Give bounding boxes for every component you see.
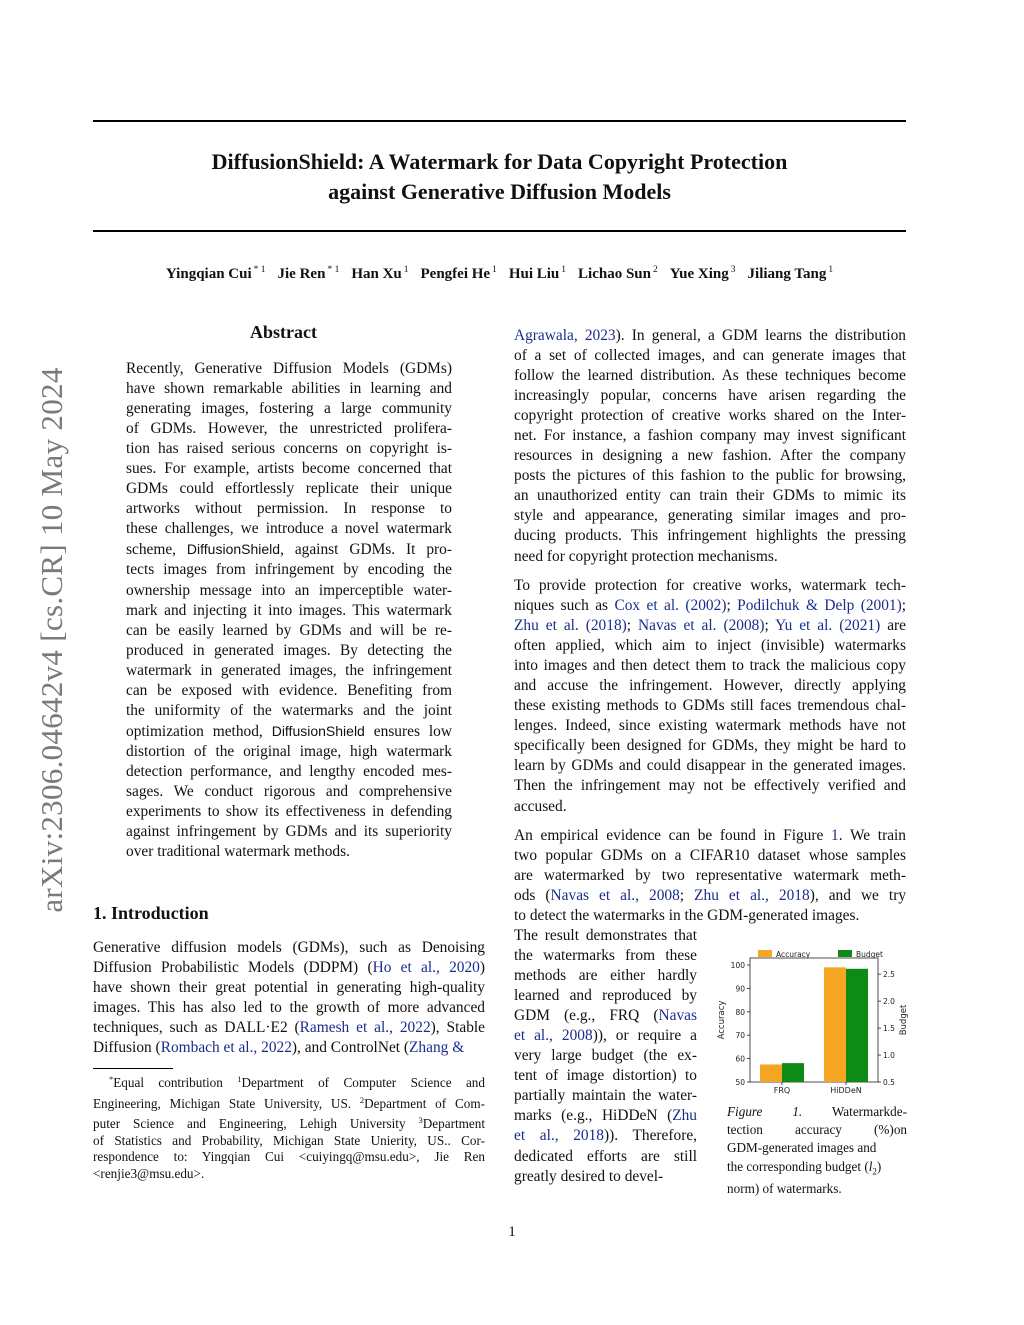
author-affiliation-mark: 1 xyxy=(828,265,834,275)
text-line: the watermarks from these xyxy=(514,947,697,965)
text-line: learned and reproduced by xyxy=(514,987,697,1005)
method-name: DiffusionShield xyxy=(186,541,281,558)
citation-link[interactable]: Cox et al. (2002) xyxy=(614,597,727,615)
author-affiliation-mark: 3 xyxy=(730,265,736,275)
title-line-1: DiffusionShield: A Watermark for Data Copyright Protection xyxy=(211,149,788,174)
y-tick-label: 50 xyxy=(735,1078,745,1087)
text-segment: optimization method, xyxy=(126,722,272,740)
text-line: The result demonstrates that xyxy=(514,927,697,944)
budget-bar xyxy=(782,1063,804,1082)
text-segment: ; xyxy=(679,887,695,905)
legend-label: Budget xyxy=(856,950,883,959)
caption-line xyxy=(727,1158,907,1181)
text-line: detection performance, and lengthy encoded mes- xyxy=(126,762,452,780)
text-line: into images and then detect them to track the malicious copy xyxy=(514,657,906,675)
text-line: specifically been designed for GDMs, they might be hard to xyxy=(514,737,906,755)
footnote-text: Department of Computer Science and xyxy=(241,1075,485,1090)
text-line: GDMs could effortlessly replicate their unique xyxy=(126,480,452,498)
text-segment: scheme, xyxy=(126,541,187,559)
text-line xyxy=(514,1006,697,1026)
author-list xyxy=(93,265,906,283)
text-line: these existing methods to GDMs still faces tremendous chal- xyxy=(514,697,906,715)
text-line: style and appearance, generating similar images and pro- xyxy=(514,507,906,525)
legend-label: Accuracy xyxy=(776,950,811,959)
text-line xyxy=(514,326,906,346)
text-line: ducing products. This infringement highlights the pressing xyxy=(514,527,906,545)
text-segment: ensures low xyxy=(364,722,452,740)
citation-link[interactable]: 1 xyxy=(831,827,839,844)
method-name: DiffusionShield xyxy=(271,722,365,739)
author-name: Hui Liu xyxy=(508,266,560,282)
text-line: of a set of collected images, and can generate images that xyxy=(514,347,906,365)
legend-swatch xyxy=(838,950,852,957)
text-line: images. This has also led to the growth of more advanced xyxy=(93,999,485,1017)
citation-link[interactable]: Zhang & xyxy=(409,1039,465,1057)
text-segment: ; xyxy=(726,597,738,615)
author xyxy=(578,266,658,282)
text-line: watermark in generated images, the infringement xyxy=(126,661,452,679)
text-line: tent of image distortion) to xyxy=(514,1067,697,1085)
introduction-paragraph xyxy=(93,938,485,1058)
y-tick-label: 70 xyxy=(735,1031,745,1041)
text-line: tects images from infringement by encoding the xyxy=(126,561,452,579)
text-line: often applied, which aim to inject (invisible) watermarks xyxy=(514,637,906,655)
y-right-tick-label: 0.5 xyxy=(883,1078,895,1087)
text-segment: marks (e.g., HiDDeN ( xyxy=(514,1107,673,1125)
text-line: the uniformity of the watermarks and the joint xyxy=(126,701,452,719)
text-segment: techniques, such as DALL·E2 ( xyxy=(93,1019,300,1037)
citation-link[interactable]: Ramesh et al., 2022 xyxy=(299,1019,431,1037)
author xyxy=(670,266,736,282)
text-segment: An empirical evidence can be found in Figure xyxy=(514,827,832,844)
text-segment: Diffusion Probabilistic Models (DDPM) ( xyxy=(93,959,373,977)
footnote-line xyxy=(93,1149,485,1166)
caption-text: tection accuracy (%) xyxy=(727,1122,894,1138)
caption-line xyxy=(727,1121,907,1139)
citation-link[interactable]: Zhu et al. (2018) xyxy=(514,617,627,635)
y-tick-label: 100 xyxy=(730,961,745,971)
y-right-tick-label: 2.5 xyxy=(883,970,895,980)
text-line: Generative diffusion models (GDMs), such as Denoising xyxy=(93,939,485,956)
text-line: Recently, Generative Diffusion Models (GDMs) xyxy=(126,360,452,377)
text-line: distortion of the original image, high watermark xyxy=(126,742,452,760)
citation-link[interactable]: Navas et al. (2008) xyxy=(638,617,765,635)
text-line: produced in generated images. By detecting the xyxy=(126,641,452,659)
text-line: copyright protection of creative works shared on the Inter- xyxy=(514,407,906,425)
text-line xyxy=(126,721,452,742)
author xyxy=(278,266,340,282)
citation-link[interactable]: Zhu et al., 2018 xyxy=(694,887,810,905)
text-line: resources in designing a new fashion. After the company xyxy=(514,447,906,465)
text-line: have shown remarkable abilities in learning and xyxy=(126,380,452,398)
page-number: 1 xyxy=(508,1224,516,1240)
text-line: need for copyright protection mechanisms. xyxy=(514,547,778,565)
text-line: over traditional watermark methods. xyxy=(126,843,350,861)
text-line: follow the learned distribution. As these techniques become xyxy=(514,367,906,385)
caption-line xyxy=(727,1180,907,1198)
author-name: Lichao Sun xyxy=(578,266,651,282)
text-segment: ), Stable xyxy=(430,1019,485,1037)
text-line xyxy=(514,826,906,846)
text-line xyxy=(514,1126,697,1146)
title-top-rule xyxy=(93,120,906,122)
y-right-tick-label: 1.5 xyxy=(883,1024,895,1034)
text-segment: ), and ControlNet ( xyxy=(291,1039,410,1057)
figure-label: Figure 1. xyxy=(727,1104,803,1119)
footnote-line xyxy=(93,1112,485,1133)
text-line: greatly desired to devel- xyxy=(514,1167,664,1185)
author-affiliation-mark: 2 xyxy=(652,265,658,275)
y-right-axis-label: Budget xyxy=(899,1004,909,1036)
footnote-line xyxy=(93,1166,485,1183)
text-line xyxy=(514,886,906,906)
text-segment: )), or require a xyxy=(592,1027,698,1045)
introduction-heading: 1. Introduction xyxy=(93,903,209,923)
text-line: lenges. Indeed, since existing watermark methods have not xyxy=(514,717,906,735)
x-tick-label: HiDDeN xyxy=(830,1086,862,1095)
footnote-text: Department of Com- xyxy=(364,1095,485,1111)
author-affiliation-mark: 1 xyxy=(492,265,497,275)
text-line: to detect the watermarks in the GDM-generated images. xyxy=(514,907,860,925)
caption-text: de- xyxy=(890,1104,907,1119)
text-segment: . We train xyxy=(838,827,906,844)
text-line: accused. xyxy=(514,797,567,815)
text-segment: ; xyxy=(901,597,907,615)
caption-text: ) xyxy=(876,1158,882,1174)
author xyxy=(166,266,266,282)
footnote-text: Engineering, Michigan State University, US. xyxy=(93,1095,360,1111)
abstract-body xyxy=(126,359,452,862)
title-line-2: against Generative Diffusion Models xyxy=(328,179,671,204)
text-line: can be exposed with evidence. Benefiting from xyxy=(126,681,452,699)
caption-text: Watermark xyxy=(831,1104,891,1119)
citation-link[interactable]: Rombach et al., 2022 xyxy=(160,1039,292,1057)
text-segment: ) xyxy=(479,959,485,977)
footnote-mark: 2 xyxy=(359,1094,365,1105)
footnote-line xyxy=(93,1133,485,1150)
caption-text: norm) of watermarks. xyxy=(727,1181,842,1197)
title-bottom-rule xyxy=(93,230,906,232)
text-segment: Diffusion ( xyxy=(93,1039,161,1057)
text-line: ownership message into an imperceptible water- xyxy=(126,581,452,599)
text-line: methods are either hardly xyxy=(514,967,697,985)
figure-1-caption xyxy=(727,1103,907,1199)
right-paragraph-3 xyxy=(514,826,906,926)
text-line: very large budget (the ex- xyxy=(514,1047,697,1065)
text-line: against infringement by GDMs and its superiority xyxy=(126,823,452,841)
citation-link[interactable]: Ho et al., 2020 xyxy=(372,959,480,977)
text-line xyxy=(514,1026,697,1046)
text-segment: )). Therefore, xyxy=(604,1127,697,1145)
citation-link[interactable]: Navas et al., 2008 xyxy=(550,887,680,905)
text-line xyxy=(126,539,452,560)
text-line: and accuse the infringement. However, directly applying xyxy=(514,677,906,695)
text-line: net. For instance, a fashion company may invest significant xyxy=(514,427,906,445)
norm-subscript: 2 xyxy=(872,1166,877,1177)
author-affiliation-mark: * 1 xyxy=(327,265,340,275)
footnote xyxy=(93,1071,485,1182)
legend-swatch xyxy=(758,950,772,957)
author-name: Jiliang Tang xyxy=(747,266,827,282)
text-line: can be easily learned by GDMs and will be re- xyxy=(126,621,452,639)
footnote-text: Department xyxy=(422,1116,485,1131)
abstract-heading: Abstract xyxy=(250,322,317,342)
y-tick-label: 90 xyxy=(735,984,745,994)
y-right-tick-label: 2.0 xyxy=(883,997,895,1007)
norm-symbol: l xyxy=(868,1158,873,1174)
text-segment: are xyxy=(880,617,906,635)
author xyxy=(509,266,566,282)
citation-link[interactable]: Podilchuk & Delp (2001) xyxy=(737,597,902,615)
text-line: an unauthorized entity can train their GDMs to mimic its xyxy=(514,487,906,505)
y-tick-label: 80 xyxy=(735,1007,745,1017)
text-line: experiments to show its effectiveness in defending xyxy=(126,803,452,821)
text-line: tion has raised serious concerns on copyright is- xyxy=(126,440,452,458)
text-line: learn by GDMs and could disappear in the generated images. xyxy=(514,757,906,775)
author xyxy=(421,266,497,282)
text-line: of GDMs. However, the unrestricted prolifera- xyxy=(126,420,452,438)
footnote-mark: * xyxy=(109,1074,114,1084)
caption-line xyxy=(727,1139,907,1157)
text-line xyxy=(514,1106,697,1126)
author-name: Yue Xing xyxy=(669,266,729,282)
budget-bar xyxy=(846,969,868,1082)
text-line: To provide protection for creative works, watermark tech- xyxy=(514,577,906,594)
citation-link[interactable]: Agrawala, 2023 xyxy=(514,327,616,344)
citation-link[interactable]: Zhu xyxy=(672,1107,697,1125)
text-segment: ; xyxy=(626,617,639,635)
text-line xyxy=(93,1038,485,1058)
text-line: dedicated efforts are still xyxy=(514,1147,697,1165)
citation-link[interactable]: et al., 2008 xyxy=(514,1027,593,1045)
text-segment: GDM (e.g., FRQ ( xyxy=(514,1007,659,1025)
arxiv-identifier: arXiv:2306.04642v4 [cs.CR] 10 May 2024 xyxy=(34,367,69,913)
author-affiliation-mark: 1 xyxy=(561,265,567,275)
text-line: are watermarked by two representative watermark meth- xyxy=(514,867,906,885)
y-axis-label: Accuracy xyxy=(717,1000,727,1040)
accuracy-bar xyxy=(824,967,846,1082)
text-line: artworks without permission. In response to xyxy=(126,500,452,518)
text-line: mark and injecting it into images. This watermark xyxy=(126,601,452,619)
author-affiliation-mark: * 1 xyxy=(253,265,266,275)
text-segment: ods ( xyxy=(514,887,551,905)
text-segment: , against GDMs. It pro- xyxy=(280,541,452,559)
text-line: increasingly popular, concerns have arisen regarding the xyxy=(514,387,906,405)
caption-line xyxy=(727,1103,907,1121)
footnote-mark: 1 xyxy=(237,1074,242,1084)
text-line: have shown their great potential in generating high-quality xyxy=(93,979,485,997)
y-tick-label: 60 xyxy=(735,1054,745,1064)
footnote-text: puter Science and Engineering, Lehigh University xyxy=(93,1116,419,1131)
author-name: Yingqian Cui xyxy=(165,266,252,282)
text-line xyxy=(93,958,485,978)
footnote-text: Equal contribution xyxy=(113,1075,238,1090)
text-line: sages. We conduct rigorous and comprehensive xyxy=(126,782,452,800)
text-line: two popular GDMs on a CIFAR10 dataset whose samples xyxy=(514,847,906,865)
right-paragraph-2 xyxy=(514,576,906,817)
right-paragraph-1 xyxy=(514,326,906,567)
text-segment: niques such as xyxy=(514,597,615,615)
text-segment: ). In general, a GDM learns the distribution xyxy=(615,327,906,344)
author-name: Jie Ren xyxy=(277,266,326,282)
caption-text: the corresponding budget ( xyxy=(727,1158,869,1174)
figure-1-chart xyxy=(714,942,910,1102)
text-line: posts the pictures of this fashion to the public for browsing, xyxy=(514,467,906,485)
footnote-text: of Statistics and Probability, Michigan State Unierity, US.. Cor- xyxy=(93,1132,485,1148)
footnote-line xyxy=(93,1092,485,1113)
right-paragraph-3-wrapped xyxy=(514,926,697,1187)
text-line xyxy=(93,1018,485,1038)
accuracy-bar xyxy=(760,1064,782,1082)
x-tick-label: FRQ xyxy=(773,1086,791,1095)
text-line xyxy=(514,616,906,636)
paper-title xyxy=(93,147,906,207)
footnote-rule xyxy=(93,1068,173,1069)
footnote-text: respondence to: Yingqian Cui <cuiyingq@msu.edu>, Jie Ren xyxy=(93,1149,485,1164)
text-segment: ; xyxy=(764,617,776,635)
footnote-mark: 3 xyxy=(418,1115,423,1125)
author xyxy=(351,266,408,282)
text-segment: ), and we try xyxy=(809,887,907,905)
text-line: partially maintain the water- xyxy=(514,1087,697,1105)
author-name: Han Xu xyxy=(351,266,402,282)
citation-link[interactable]: Navas xyxy=(658,1007,697,1025)
y-right-tick-label: 1.0 xyxy=(883,1051,895,1061)
text-line: sues. For example, artists become concerned that xyxy=(126,460,452,478)
text-line: Then the infringement may not be effectively verified and xyxy=(514,777,906,795)
text-line: these challenges, we introduce a novel watermark xyxy=(126,520,452,538)
author-affiliation-mark: 1 xyxy=(403,265,409,275)
author-name: Pengfei He xyxy=(420,266,491,282)
caption-text: on xyxy=(893,1122,907,1138)
caption-text: GDM-generated images and xyxy=(727,1140,877,1156)
citation-link[interactable]: et al., 2018 xyxy=(514,1127,605,1145)
citation-link[interactable]: Yu et al. (2021) xyxy=(775,617,881,635)
text-line xyxy=(514,596,906,616)
text-line: generating images, fostering a large community xyxy=(126,400,452,418)
author xyxy=(748,266,834,282)
footnote-text: <renjie3@msu.edu>. xyxy=(93,1165,205,1181)
footnote-line xyxy=(93,1071,485,1092)
